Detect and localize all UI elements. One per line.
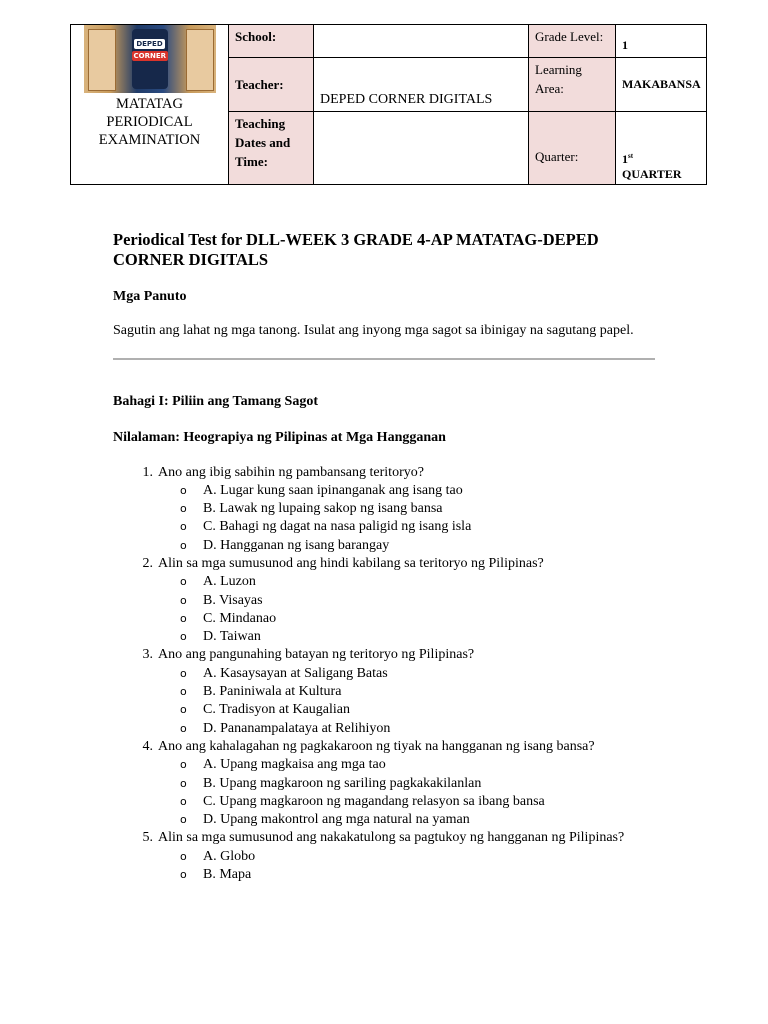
option-item: o A. Luzon bbox=[180, 574, 256, 590]
document-title: Periodical Test for DLL-WEEK 3 GRADE 4-AP MATATAG-DEPED CORNER DIGITALS bbox=[113, 230, 599, 269]
option-item: o B. Visayas bbox=[180, 592, 263, 608]
teaching-dates-label: Teaching Dates and Time: bbox=[229, 112, 314, 185]
learning-area-label: Learning Area: bbox=[529, 58, 616, 112]
question-text: Ano ang ibig sabihin ng pambansang teritoryo? bbox=[158, 464, 424, 480]
grade-level-label: Grade Level: bbox=[529, 25, 616, 58]
option-item: o C. Mindanao bbox=[180, 610, 277, 626]
teacher-label: Teacher: bbox=[229, 58, 314, 112]
option-item: o B. Paniniwala at Kultura bbox=[180, 684, 342, 700]
question-item: 4. Ano ang kahalagahan ng pagkakaroon ng tiyak na hangganan ng isang bansa? o A. Upang magkaisa ang mga tao o B. Upang magkaroon ng sariling pagkakakilanlan o C. Upang magkaroon ng magandang relasyon sa ibang bansa o D. Upang makontrol ang mga natural na yaman bbox=[113, 738, 658, 829]
option-item: o B. Upang magkaroon ng sariling pagkakakilanlan bbox=[180, 775, 482, 791]
question-list bbox=[113, 464, 658, 885]
deped-corner-logo: DEPED CORNER bbox=[84, 25, 216, 93]
option-item: o D. Taiwan bbox=[180, 629, 261, 645]
quarter-word: QUARTER bbox=[622, 167, 682, 181]
option-item: o A. Lugar kung saan ipinanganak ang isang tao bbox=[180, 482, 463, 498]
instructions-text: Sagutin ang lahat ng mga tanong. Isulat ang inyong mga sagot sa ibinigay na sagutang papel. bbox=[113, 323, 634, 338]
teacher-value: DEPED CORNER DIGITALS bbox=[314, 58, 529, 112]
question-item: 2. Alin sa mga sumusunod ang hindi kabilang sa teritoryo ng Pilipinas? o A. Luzon o B. Visayas o C. Mindanao o D. Taiwan bbox=[113, 555, 658, 646]
option-item: o A. Globo bbox=[180, 848, 256, 864]
option-item: o B. Mapa bbox=[180, 867, 252, 883]
instructions-heading: Mga Panuto bbox=[113, 289, 187, 304]
option-item: o A. Upang magkaisa ang mga tao bbox=[180, 757, 386, 773]
quarter-label: Quarter: bbox=[529, 112, 616, 185]
teaching-dates-value bbox=[314, 112, 529, 185]
option-item: o C. Tradisyon at Kaugalian bbox=[180, 702, 350, 718]
divider-line bbox=[113, 358, 655, 360]
option-item: o D. Pananampalataya at Relihiyon bbox=[180, 720, 391, 736]
content-heading: Nilalaman: Heograpiya ng Pilipinas at Mga Hangganan bbox=[113, 429, 446, 445]
option-item: o B. Lawak ng lupaing sakop ng isang bansa bbox=[180, 501, 443, 517]
question-item: 1. Ano ang ibig sabihin ng pambansang teritoryo? o A. Lugar kung saan ipinanganak ang isang tao o B. Lawak ng lupaing sakop ng isang bansa o C. Bahagi ng dagat na nasa paligid ng isang isla o D. Hangganan ng isang barangay bbox=[113, 464, 658, 555]
learning-area-value: MAKABANSA bbox=[616, 58, 707, 112]
question-text: Alin sa mga sumusunod ang hindi kabilang sa teritoryo ng Pilipinas? bbox=[158, 555, 544, 571]
document-body bbox=[113, 230, 658, 884]
part-heading: Bahagi I: Piliin ang Tamang Sagot bbox=[113, 393, 319, 409]
option-item: o D. Upang makontrol ang mga natural na yaman bbox=[180, 812, 470, 828]
school-label: School: bbox=[229, 25, 314, 58]
quarter-number: 1 bbox=[622, 152, 628, 166]
question-text: Ano ang kahalagahan ng pagkakaroon ng tiyak na hangganan ng isang bansa? bbox=[158, 738, 595, 754]
quarter-sup: st bbox=[628, 152, 634, 160]
school-value bbox=[314, 25, 529, 58]
option-item: o C. Bahagi ng dagat na nasa paligid ng isang isla bbox=[180, 519, 472, 535]
header-table bbox=[70, 24, 707, 185]
option-item: o D. Hangganan ng isang barangay bbox=[180, 537, 390, 553]
quarter-value bbox=[616, 112, 707, 185]
question-item: 5. Alin sa mga sumusunod ang nakakatulong sa pagtukoy ng hangganan ng Pilipinas? o A. Globo o B. Mapa bbox=[113, 829, 658, 884]
question-text: Ano ang pangunahing batayan ng teritoryo ng Pilipinas? bbox=[158, 647, 475, 663]
question-text: Alin sa mga sumusunod ang nakakatulong sa pagtukoy ng hangganan ng Pilipinas? bbox=[158, 830, 625, 846]
logo-title-cell bbox=[71, 25, 229, 185]
exam-title: MATATAG PERIODICAL EXAMINATION bbox=[98, 96, 201, 148]
grade-level-value: 1 bbox=[616, 25, 707, 58]
option-item: o C. Upang magkaroon ng magandang relasyon sa ibang bansa bbox=[180, 793, 545, 809]
question-item: 3. Ano ang pangunahing batayan ng teritoryo ng Pilipinas? o A. Kasaysayan at Saligang Batas o B. Paniniwala at Kultura o C. Tradisyon at Kaugalian o D. Pananampalataya at Relihiyon bbox=[113, 646, 658, 737]
option-item: o A. Kasaysayan at Saligang Batas bbox=[180, 665, 388, 681]
